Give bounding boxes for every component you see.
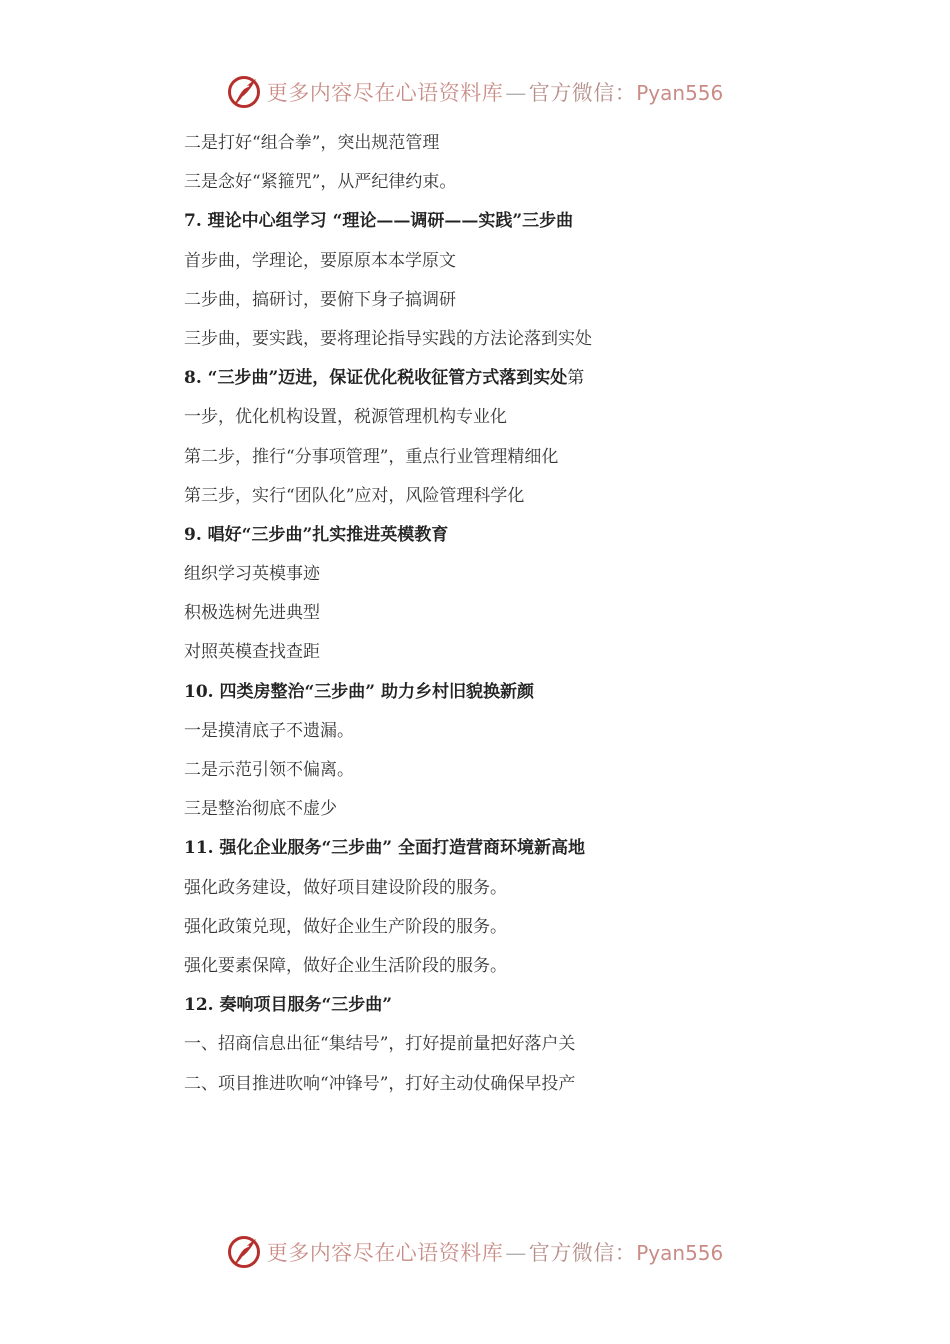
section-heading	[184, 829, 664, 868]
quill-logo-icon	[227, 1235, 261, 1269]
footer-watermark	[0, 1232, 950, 1272]
body-line	[184, 869, 664, 908]
line-text: 11. 强化企业服务“三步曲” 全面打造营商环境新高地	[184, 838, 585, 859]
body-line	[184, 1065, 664, 1104]
line-text: 强化政策兑现，做好企业生产阶段的服务。	[184, 916, 507, 937]
line-text: 一是摸清底子不遗漏。	[184, 720, 354, 741]
line-text: 第三步，实行“团队化”应对，风险管理科学化	[184, 485, 525, 506]
body-line	[184, 751, 664, 790]
line-text: 二、项目推进吹响“冲锋号”，打好主动仗确保早投产	[184, 1073, 576, 1094]
line-text: 10. 四类房整治“三步曲” 助力乡村旧貌换新颜	[184, 681, 534, 702]
watermark-brand: 更多内容尽在心语资料库	[266, 1241, 504, 1265]
body-line	[184, 555, 664, 594]
body-line	[184, 633, 664, 672]
watermark-wechat-id: Pyan556	[636, 81, 724, 105]
watermark-label: 官方微信：	[528, 81, 637, 105]
line-text: 二是示范引领不偏离。	[184, 760, 354, 780]
watermark-label: 官方微信：	[528, 1241, 637, 1265]
body-line	[184, 790, 664, 829]
line-text: 12. 奏响项目服务“三步曲”	[184, 995, 393, 1016]
line-text: 三是整治彻底不虚少	[184, 799, 337, 820]
section-heading	[184, 673, 664, 712]
line-text: 组织学习英模事迹	[184, 564, 320, 585]
line-text: 首步曲，学理论，要原原本本学原文	[184, 250, 456, 271]
section-heading	[184, 202, 664, 241]
line-text: 7. 理论中心组学习 “理论——调研——实践”三步曲	[184, 211, 574, 232]
line-text: 第二步，推行“分事项管理”，重点行业管理精细化	[184, 446, 559, 467]
line-text: 积极选树先进典型	[184, 603, 320, 624]
line-text: 一、招商信息出征“集结号”，打好提前量把好落户关	[184, 1034, 576, 1055]
body-line	[184, 124, 664, 163]
watermark-separator: —	[505, 1241, 527, 1265]
body-line	[184, 908, 664, 947]
watermark-brand: 更多内容尽在心语资料库	[266, 81, 504, 105]
watermark-text	[267, 77, 724, 107]
line-text: 8. “三步曲”迈进，保证优化税收征管方式落到实处	[184, 368, 568, 389]
line-text: 三是念好“紧箍咒”，从严纪律约束。	[184, 172, 457, 193]
line-text: 三步曲，要实践，要将理论指导实践的方法论落到实处	[184, 328, 592, 349]
body-line	[184, 281, 664, 320]
body-line	[184, 163, 664, 202]
line-text: 强化政务建设，做好项目建设阶段的服务。	[184, 877, 507, 898]
watermark-separator: —	[505, 81, 527, 105]
section-heading	[184, 359, 664, 398]
body-line	[184, 438, 664, 477]
line-text: 强化要素保障，做好企业生活阶段的服务。	[184, 955, 507, 976]
header-watermark	[0, 72, 950, 112]
body-line	[184, 242, 664, 281]
quill-logo-icon	[227, 75, 261, 109]
body-line	[184, 477, 664, 516]
line-text: 对照英模查找查距	[184, 642, 320, 663]
line-text: 二是打好“组合拳”，突出规范管理	[184, 133, 440, 153]
body-line	[184, 320, 664, 359]
watermark-text	[267, 1237, 724, 1267]
watermark-wechat-id: Pyan556	[636, 1241, 724, 1265]
body-line	[184, 398, 664, 437]
line-text: 二步曲，搞研讨，要俯下身子搞调研	[184, 289, 456, 310]
document-body	[184, 124, 664, 1104]
section-heading	[184, 986, 664, 1025]
body-line	[184, 947, 664, 986]
line-text: 一步，优化机构设置，税源管理机构专业化	[184, 407, 507, 428]
line-text: 9. 唱好“三步曲”扎实推进英模教育	[184, 524, 449, 545]
body-line	[184, 594, 664, 633]
line-tail-text: 第	[567, 368, 585, 389]
body-line	[184, 1025, 664, 1064]
section-heading	[184, 516, 664, 555]
body-line	[184, 712, 664, 751]
